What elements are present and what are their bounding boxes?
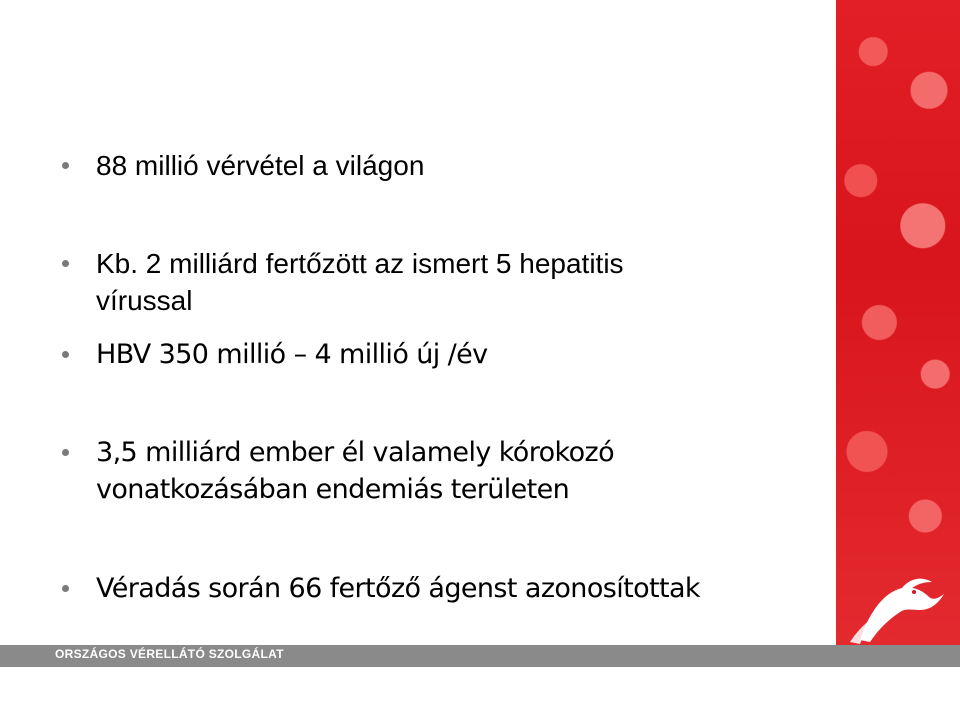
bullet-text-line: vonatkozásában endemiás területen [96, 474, 570, 505]
bullet-text-line: vírussal [96, 285, 193, 316]
bullet-text-line: 88 millió vérvétel a világon [96, 150, 425, 181]
bullet-text-line: Kb. 2 milliárd fertőzött az ismert 5 hepatitis [96, 248, 624, 279]
footer-organization-name: ORSZÁGOS VÉRELLÁTÓ SZOLGÁLAT [55, 647, 284, 661]
bullet-dot-icon [62, 162, 69, 169]
bullet-dot-icon [62, 260, 69, 267]
bullet-dot-icon [62, 351, 69, 358]
bullet-dot-icon [62, 585, 69, 592]
bullet-text-line: HBV 350 millió – 4 millió új /év [96, 339, 488, 370]
bullet-text-line: 3,5 milliárd ember él valamely kórokozó [96, 437, 615, 468]
bullet-text-line: Véradás során 66 fertőző ágenst azonosítottak [96, 573, 700, 604]
pelican-logo-icon [840, 570, 950, 645]
bullet-dot-icon [62, 449, 69, 456]
decorative-blood-cells-panel [836, 0, 960, 645]
